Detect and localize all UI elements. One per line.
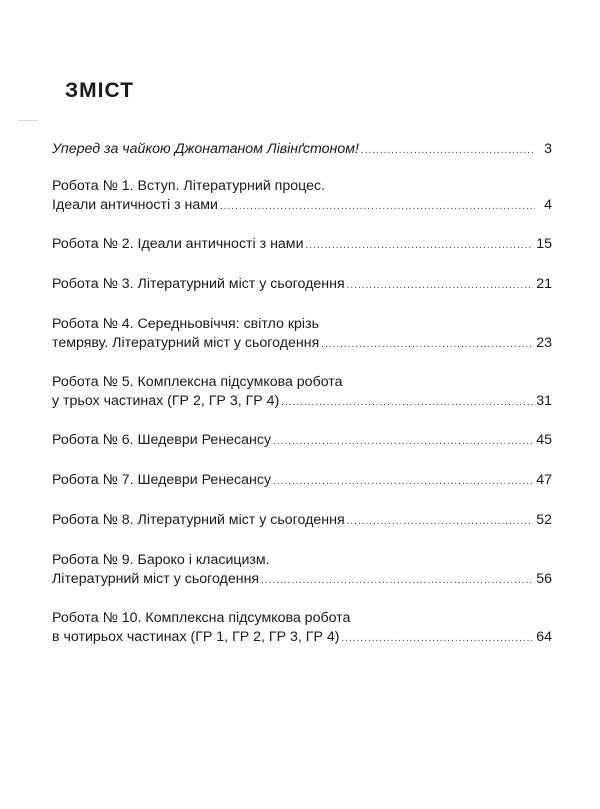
toc-entry-title: темряву. Літературний міст у сьогодення — [52, 335, 320, 351]
toc-entry-line — [52, 315, 552, 334]
toc-entry-title: Робота № 2. Ідеали античності з нами — [52, 236, 304, 252]
page-title: ЗМІСТ — [65, 79, 134, 102]
toc-entry-line — [52, 431, 552, 451]
toc-entry-line — [52, 628, 552, 648]
page-number: 31 — [536, 393, 552, 409]
toc-entry-title: Літературний міст у сьогодення — [52, 571, 260, 587]
toc-entry — [52, 177, 552, 216]
page-number: 45 — [536, 432, 552, 448]
toc-entry-line — [52, 570, 552, 590]
toc-entry — [52, 609, 552, 648]
table-of-contents — [52, 140, 552, 667]
toc-entry-title: Робота № 1. Вступ. Літературний процес. — [52, 178, 326, 194]
toc-entry-title: в чотирьох частинах (ГР 1, ГР 2, ГР 3, ГР 4) — [52, 629, 340, 645]
dot-leader — [347, 276, 534, 295]
page-number: 64 — [536, 629, 552, 645]
toc-entry-line — [52, 196, 552, 216]
toc-entry-line — [52, 334, 552, 354]
dot-leader — [273, 432, 533, 451]
scan-artifact — [18, 120, 38, 121]
toc-entry-line — [52, 373, 552, 392]
toc-entry-title: Робота № 5. Комплексна підсумкова робота — [52, 374, 343, 390]
toc-entry — [52, 431, 552, 451]
toc-entry-line — [52, 392, 552, 412]
page-number: 52 — [536, 512, 552, 528]
toc-entry — [52, 551, 552, 590]
toc-entry — [52, 315, 552, 354]
dot-leader — [261, 571, 533, 590]
dot-leader — [273, 472, 533, 491]
toc-entry-line — [52, 511, 552, 531]
dot-leader — [342, 629, 534, 648]
dot-leader — [361, 141, 535, 160]
toc-entry — [52, 140, 552, 160]
toc-entry — [52, 235, 552, 255]
toc-entry-line — [52, 140, 552, 160]
toc-entry-line — [52, 177, 552, 196]
page-number: 3 — [544, 141, 552, 157]
toc-entry-line — [52, 275, 552, 295]
toc-entry-title: у трьох частинах (ГР 2, ГР 3, ГР 4) — [52, 393, 280, 409]
toc-entry-line — [52, 551, 552, 570]
dot-leader — [306, 236, 534, 255]
toc-entry-line — [52, 471, 552, 491]
toc-entry-title: Уперед за чайкою Джонатаном Лівінґстоном! — [52, 141, 359, 157]
page-number: 47 — [536, 472, 552, 488]
toc-entry — [52, 275, 552, 295]
dot-leader — [347, 512, 534, 531]
toc-entry-title: Робота № 10. Комплексна підсумкова робота — [52, 610, 351, 626]
toc-entry — [52, 471, 552, 491]
toc-entry-title: Робота № 6. Шедеври Ренесансу — [52, 432, 272, 448]
toc-entry-line — [52, 609, 552, 628]
toc-entry-title: Робота № 8. Літературний міст у сьогодення — [52, 512, 345, 528]
toc-entry-line — [52, 235, 552, 255]
toc-entry-title: Робота № 3. Літературний міст у сьогодення — [52, 276, 345, 292]
toc-entry-title: Робота № 4. Середньовіччя: світло крізь — [52, 316, 319, 332]
page-number: 15 — [536, 236, 552, 252]
dot-leader — [220, 197, 535, 216]
toc-entry — [52, 373, 552, 412]
page-number: 56 — [536, 571, 552, 587]
page-number: 4 — [544, 197, 552, 213]
dot-leader — [281, 393, 533, 412]
toc-entry-title: Робота № 9. Бароко і класицизм. — [52, 552, 270, 568]
toc-entry — [52, 511, 552, 531]
dot-leader — [321, 335, 533, 354]
toc-entry-title: Ідеали античності з нами — [52, 197, 218, 213]
page-number: 21 — [536, 276, 552, 292]
toc-entry-title: Робота № 7. Шедеври Ренесансу — [52, 472, 272, 488]
page-number: 23 — [536, 335, 552, 351]
